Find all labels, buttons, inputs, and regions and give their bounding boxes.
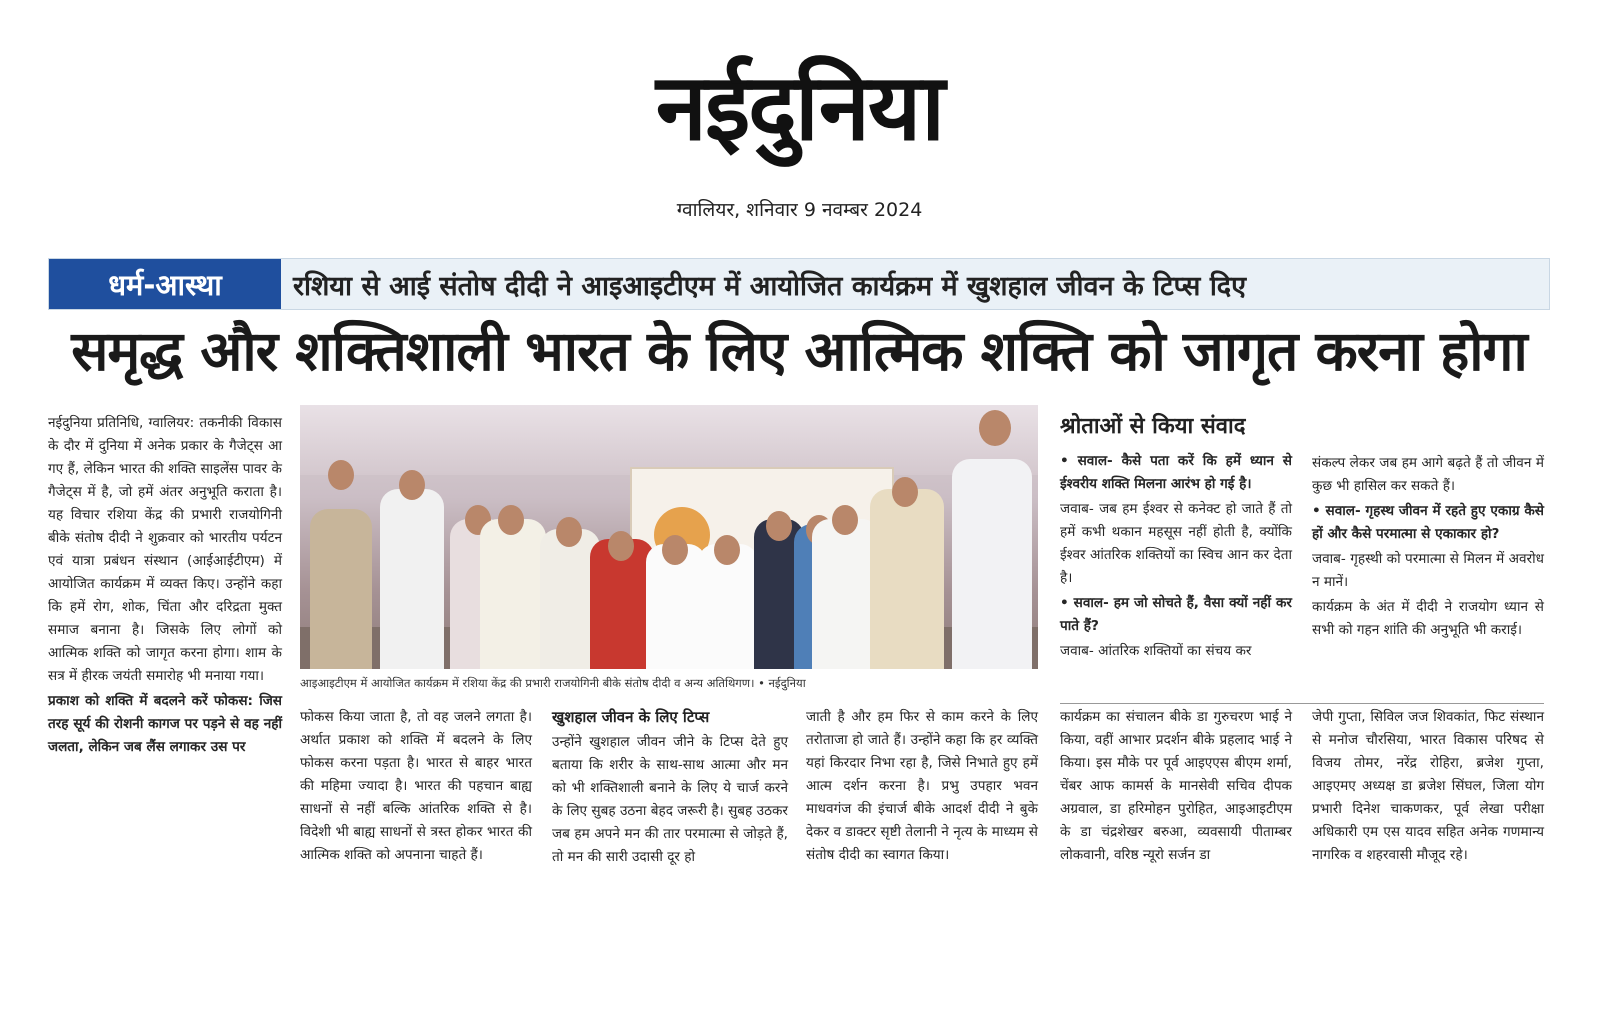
article-column-3 xyxy=(552,706,788,871)
qa-column-right xyxy=(1312,452,1544,644)
column-divider xyxy=(1060,703,1544,704)
article-column-1 xyxy=(48,412,282,761)
headline: समृद्ध और शक्तिशाली भारत के लिए आत्मिक शक्ति को जागृत करना होगा xyxy=(71,319,1527,383)
paragraph: जेपी गुप्ता, सिविल जज शिवकांत, फिट संस्थान से मनोज चौरसिया, भारत विकास परिषद से विजय तोमर, नरेंद्र रोहिरा, ब्रजेश गुप्ता, आइएमए अध्यक्ष डा ब्रजेश सिंघल, जिला योग प्रभारी दिनेश चाकणकर, पूर्व लेखा परीक्षा अधिकारी एम एस यादव सहित अनेक गणमान्य नागरिक व शहरवासी मौजूद रहे। xyxy=(1312,709,1544,863)
article-column-2 xyxy=(300,706,532,869)
subheading: खुशहाल जीवन के लिए टिप्स xyxy=(552,708,710,726)
paragraph: फोकस किया जाता है, तो वह जलने लगता है। अर्थात प्रकाश को शक्ति में बदलने के लिए फोकस करना पड़ता है। भारत से बाहर भारत की महिमा ज्यादा है। भारत की पहचान बाह्य साधनों से नहीं बल्कि आंतरिक शक्ति से है। विदेशी भी बाह्य साधनों से त्रस्त होकर भारत की आत्मिक शक्ति को अपनाना चाहते हैं। xyxy=(300,709,532,863)
paragraph: कार्यक्रम का संचालन बीके डा गुरुचरण भाई ने किया, वहीं आभार प्रदर्शन बीके प्रहलाद भाई ने किया। इस मौके पर पूर्व आइएएस बीएम शर्मा, चेंबर आफ कामर्स के मानसेवी सचिव दीपक अग्रवाल, डा हरिमोहन पुरोहित, आइआइटीएम के डा चंद्रशेखर बरुआ, व्यवसायी पीताम्बर लोकवानी, वरिष्ठ न्यूरो सर्जन डा xyxy=(1060,709,1292,863)
qa-answer: जवाब- जब हम ईश्वर से कनेक्ट हो जाते हैं तो हमें कभी थकान महसूस नहीं होती है, क्योंकि ईश्वर आंतरिक शक्तियों का स्विच आन कर देता है। xyxy=(1060,501,1292,586)
photo-caption: आइआइटीएम में आयोजित कार्यक्रम में रशिया केंद्र की प्रभारी राजयोगिनी बीके संतोष दीदी व अन्य अतिथिगण। • नईदुनिया xyxy=(300,676,806,690)
qa-answer: जवाब- आंतरिक शक्तियों का संचय कर xyxy=(1060,643,1252,659)
article-column-6 xyxy=(1312,706,1544,869)
paragraph: जाती है और हम फिर से काम करने के लिए तरोताजा हो जाते हैं। उन्होंने कहा कि हर व्यक्ति यहां किरदार निभा रहा है, जिसे निभाते हुए हमें आत्म दर्शन करना है। प्रभु उपहार भवन माधवगंज की इंचार्ज बीके आदर्श दीदी ने बुके देकर व डाक्टर सृष्टी तेलानी ने नृत्य के माध्यम से संतोष दीदी का स्वागत किया। xyxy=(806,709,1038,863)
qa-question: • सवाल- हम जो सोचते हैं, वैसा क्यों नहीं कर पाते हैं? xyxy=(1060,595,1292,634)
event-photo xyxy=(300,405,1038,669)
qa-question: • सवाल- कैसे पता करें कि हमें ध्यान से ईश्वरीय शक्ति मिलना आरंभ हो गई है। xyxy=(1060,453,1292,492)
paragraph: कार्यक्रम के अंत में दीदी ने राजयोग ध्यान से सभी को गहन शांति की अनुभूति भी कराई। xyxy=(1312,599,1544,638)
paragraph: प्रकाश को शक्ति में बदलने करें फोकस: जिस तरह सूर्य की रोशनी कागज पर पड़ने से वह नहीं जलता, लेकिन जब लैंस लगाकर उस पर xyxy=(48,693,282,755)
dateline: ग्वालियर, शनिवार 9 नवम्बर 2024 xyxy=(676,199,923,221)
qa-column-left xyxy=(1060,412,1292,665)
qa-answer: संकल्प लेकर जब हम आगे बढ़ते हैं तो जीवन में कुछ भी हासिल कर सकते हैं। xyxy=(1312,455,1544,494)
paragraph: उन्होंने खुशहाल जीवन जीने के टिप्स देते हुए बताया कि शरीर के साथ-साथ आत्मा और मन को भी शक्तिशाली बनाने के लिए ये चार्ज करने के लिए सुबह उठना बेहद जरूरी है। सुबह उठकर जब हम अपने मन की तार परमात्मा से जोड़ते हैं, तो मन की सारी उदासी दूर हो xyxy=(552,734,788,865)
qa-answer: जवाब- गृहस्थी को परमात्मा से मिलन में अवरोध न मानें। xyxy=(1312,551,1544,590)
section-tag: धर्म-आस्था xyxy=(49,259,281,309)
qa-question: • सवाल- गृहस्थ जीवन में रहते हुए एकाग्र कैसे हों और कैसे परमात्मा से एकाकार हो? xyxy=(1312,503,1544,542)
masthead-title: नईदुनिया xyxy=(655,54,944,161)
paragraph: नईदुनिया प्रतिनिधि, ग्वालियर: तकनीकी विकास के दौर में दुनिया में अनेक प्रकार के गैजेट्स आ गए हैं, लेकिन भारत की शक्ति साइलेंस पावर के गैजेट्स में है, जो हमें अंतर अनुभूति कराता है। यह विचार रशिया केंद्र की प्रभारी राजयोगिनी बीके संतोष दीदी ने शुक्रवार को भारतीय पर्यटन एवं यात्रा प्रबंधन संस्थान (आईआईटीएम) में आयोजित कार्यक्रम में व्यक्त किए। उन्होंने कहा कि हमें रोग, शोक, चिंता और दरिद्रता मुक्त समाज बनाना है। जिसके लिए लोगों को आत्मिक शक्ति को जागृत करना होगा। शाम के सत्र में हीरक जयंती समारोह भी मनाया गया। xyxy=(48,415,282,684)
article-column-4 xyxy=(806,706,1038,869)
subheading: श्रोताओं से किया संवाद xyxy=(1060,414,1246,439)
article-column-5 xyxy=(1060,706,1292,869)
kicker: रशिया से आई संतोष दीदी ने आइआइटीएम में आयोजित कार्यक्रम में खुशहाल जीवन के टिप्स दिए xyxy=(293,270,1247,302)
section-header xyxy=(48,258,1550,310)
